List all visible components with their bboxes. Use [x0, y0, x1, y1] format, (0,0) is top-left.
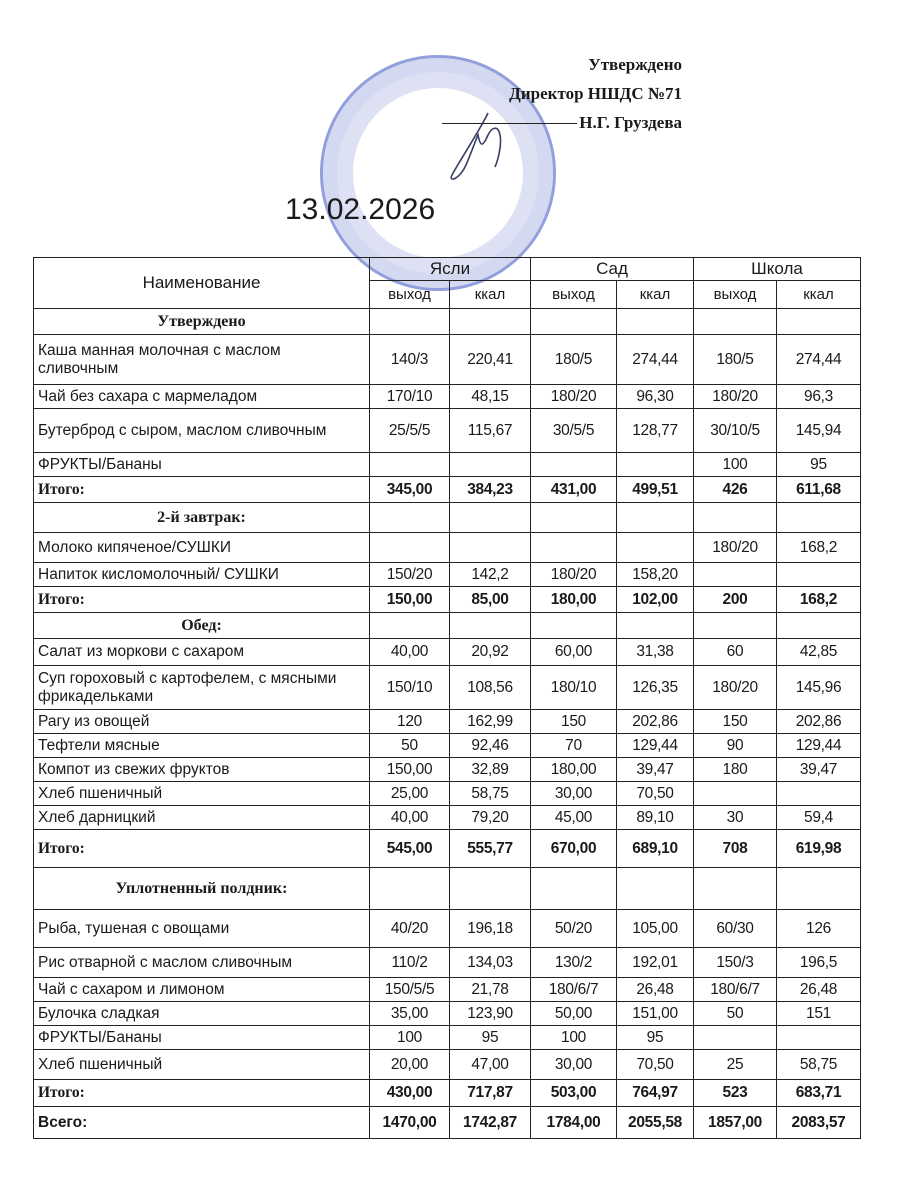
kcal-cell: 145,94 [777, 409, 861, 453]
menu-table [33, 257, 861, 1139]
kcal-cell: 26,48 [617, 978, 694, 1002]
yield-cell [694, 613, 777, 639]
approval-title: Утверждено [588, 55, 682, 74]
kcal-cell: 151,00 [617, 1002, 694, 1026]
table-row [34, 734, 861, 758]
yield-cell: 25 [694, 1050, 777, 1080]
yield-cell: 545,00 [370, 830, 450, 868]
kcal-cell: 220,41 [450, 335, 531, 385]
dish-name: Рыба, тушеная с овощами [34, 910, 370, 948]
yield-cell: 180/20 [694, 666, 777, 710]
yield-cell [694, 782, 777, 806]
kcal-cell [450, 613, 531, 639]
dish-name: Итого: [34, 477, 370, 503]
yield-cell: 150 [531, 710, 617, 734]
kcal-cell: 145,96 [777, 666, 861, 710]
yield-cell [370, 453, 450, 477]
approval-position: Директор НШДС №71 [509, 84, 682, 103]
header-sub-kcal: ккал [450, 281, 531, 309]
yield-cell: 180,00 [531, 587, 617, 613]
header-group-kindergarten: Сад [531, 258, 694, 281]
section-row [34, 503, 861, 533]
kcal-cell [777, 868, 861, 910]
kcal-cell: 70,50 [617, 782, 694, 806]
yield-cell: 50 [370, 734, 450, 758]
yield-cell: 110/2 [370, 948, 450, 978]
yield-cell [531, 453, 617, 477]
header-sub-yield: выход [694, 281, 777, 309]
yield-cell: 70 [531, 734, 617, 758]
yield-cell: 180 [694, 758, 777, 782]
table-row [34, 758, 861, 782]
yield-cell [531, 613, 617, 639]
yield-cell: 40,00 [370, 639, 450, 666]
kcal-cell: 58,75 [450, 782, 531, 806]
kcal-cell: 129,44 [777, 734, 861, 758]
yield-cell [694, 309, 777, 335]
kcal-cell: 21,78 [450, 978, 531, 1002]
dish-name: Суп гороховый с картофелем, с мясными фрикадельками [34, 666, 370, 710]
table-row [34, 666, 861, 710]
kcal-cell: 196,5 [777, 948, 861, 978]
kcal-cell: 42,85 [777, 639, 861, 666]
approval-signatory [442, 108, 682, 137]
yield-cell: 150,00 [370, 758, 450, 782]
yield-cell: 708 [694, 830, 777, 868]
dish-name: Чай без сахара с мармеладом [34, 385, 370, 409]
kcal-cell: 96,30 [617, 385, 694, 409]
yield-cell: 20,00 [370, 1050, 450, 1080]
yield-cell [531, 533, 617, 563]
dish-name: Хлеб дарницкий [34, 806, 370, 830]
dish-name: Хлеб пшеничный [34, 1050, 370, 1080]
yield-cell: 180/6/7 [694, 978, 777, 1002]
kcal-cell [777, 613, 861, 639]
yield-cell: 60,00 [531, 639, 617, 666]
yield-cell: 180/20 [694, 533, 777, 563]
kcal-cell [450, 309, 531, 335]
table-row [34, 1026, 861, 1050]
kcal-cell: 499,51 [617, 477, 694, 503]
yield-cell: 150 [694, 710, 777, 734]
yield-cell: 1857,00 [694, 1107, 777, 1139]
kcal-cell: 168,2 [777, 533, 861, 563]
subtotal-row [34, 587, 861, 613]
kcal-cell: 70,50 [617, 1050, 694, 1080]
subtotal-row [34, 477, 861, 503]
yield-cell: 1784,00 [531, 1107, 617, 1139]
header-group-school: Школа [694, 258, 861, 281]
yield-cell [370, 868, 450, 910]
yield-cell [531, 503, 617, 533]
dish-name: Рагу из овощей [34, 710, 370, 734]
yield-cell: 30,00 [531, 1050, 617, 1080]
yield-cell: 1470,00 [370, 1107, 450, 1139]
yield-cell: 150/3 [694, 948, 777, 978]
section-title: 2-й завтрак: [34, 503, 370, 533]
header-name: Наименование [34, 258, 370, 309]
kcal-cell: 126,35 [617, 666, 694, 710]
kcal-cell: 95 [450, 1026, 531, 1050]
yield-cell: 40/20 [370, 910, 450, 948]
kcal-cell: 48,15 [450, 385, 531, 409]
yield-cell: 25,00 [370, 782, 450, 806]
kcal-cell: 168,2 [777, 587, 861, 613]
approval-block [442, 50, 682, 137]
kcal-cell: 96,3 [777, 385, 861, 409]
kcal-cell: 95 [617, 1026, 694, 1050]
kcal-cell [617, 533, 694, 563]
kcal-cell: 85,00 [450, 587, 531, 613]
yield-cell: 670,00 [531, 830, 617, 868]
section-title: Уплотненный полдник: [34, 868, 370, 910]
section-row [34, 868, 861, 910]
yield-cell: 50/20 [531, 910, 617, 948]
kcal-cell [617, 613, 694, 639]
kcal-cell: 89,10 [617, 806, 694, 830]
table-row [34, 385, 861, 409]
kcal-cell: 39,47 [617, 758, 694, 782]
kcal-cell: 126 [777, 910, 861, 948]
yield-cell: 180/20 [694, 385, 777, 409]
table-row [34, 948, 861, 978]
kcal-cell [450, 503, 531, 533]
yield-cell: 170/10 [370, 385, 450, 409]
grand-total-row [34, 1107, 861, 1139]
table-row [34, 639, 861, 666]
table-row [34, 533, 861, 563]
kcal-cell: 162,99 [450, 710, 531, 734]
kcal-cell [617, 453, 694, 477]
kcal-cell: 59,4 [777, 806, 861, 830]
signature-line [442, 123, 577, 124]
kcal-cell [617, 503, 694, 533]
kcal-cell [777, 503, 861, 533]
table-row [34, 782, 861, 806]
subtotal-row [34, 830, 861, 868]
kcal-cell: 689,10 [617, 830, 694, 868]
kcal-cell: 555,77 [450, 830, 531, 868]
yield-cell: 180/5 [694, 335, 777, 385]
yield-cell [694, 1026, 777, 1050]
kcal-cell [777, 563, 861, 587]
kcal-cell [450, 453, 531, 477]
dish-name: Компот из свежих фруктов [34, 758, 370, 782]
kcal-cell: 129,44 [617, 734, 694, 758]
yield-cell: 100 [694, 453, 777, 477]
section-title: Обед: [34, 613, 370, 639]
kcal-cell [450, 868, 531, 910]
kcal-cell: 47,00 [450, 1050, 531, 1080]
kcal-cell: 32,89 [450, 758, 531, 782]
yield-cell [370, 533, 450, 563]
dish-name: Итого: [34, 1080, 370, 1107]
yield-cell [531, 309, 617, 335]
signatory-name: Н.Г. Груздева [579, 113, 682, 132]
dish-name: Хлеб пшеничный [34, 782, 370, 806]
yield-cell: 30/5/5 [531, 409, 617, 453]
table-row [34, 910, 861, 948]
kcal-cell: 39,47 [777, 758, 861, 782]
yield-cell: 25/5/5 [370, 409, 450, 453]
kcal-cell: 58,75 [777, 1050, 861, 1080]
menu-date: 13.02.2026 [285, 193, 436, 226]
section-row [34, 613, 861, 639]
header-group-nursery: Ясли [370, 258, 531, 281]
table-row [34, 453, 861, 477]
yield-cell: 30,00 [531, 782, 617, 806]
yield-cell: 60/30 [694, 910, 777, 948]
dish-name: Салат из моркови с сахаром [34, 639, 370, 666]
yield-cell: 100 [531, 1026, 617, 1050]
kcal-cell: 384,23 [450, 477, 531, 503]
dish-name: Итого: [34, 587, 370, 613]
kcal-cell: 192,01 [617, 948, 694, 978]
kcal-cell: 123,90 [450, 1002, 531, 1026]
kcal-cell [617, 309, 694, 335]
kcal-cell: 151 [777, 1002, 861, 1026]
dish-name: ФРУКТЫ/Бананы [34, 453, 370, 477]
yield-cell: 30/10/5 [694, 409, 777, 453]
subtotal-row [34, 1080, 861, 1107]
yield-cell: 150/20 [370, 563, 450, 587]
dish-name: Напиток кисломолочный/ СУШКИ [34, 563, 370, 587]
header-sub-kcal: ккал [617, 281, 694, 309]
yield-cell [531, 868, 617, 910]
yield-cell: 35,00 [370, 1002, 450, 1026]
kcal-cell: 105,00 [617, 910, 694, 948]
kcal-cell: 611,68 [777, 477, 861, 503]
table-row [34, 1050, 861, 1080]
yield-cell [694, 563, 777, 587]
section-title: Утверждено [34, 309, 370, 335]
kcal-cell: 95 [777, 453, 861, 477]
header-sub-yield: выход [531, 281, 617, 309]
yield-cell [370, 613, 450, 639]
yield-cell: 430,00 [370, 1080, 450, 1107]
yield-cell [694, 868, 777, 910]
yield-cell: 150/10 [370, 666, 450, 710]
yield-cell: 40,00 [370, 806, 450, 830]
yield-cell: 150,00 [370, 587, 450, 613]
kcal-cell [777, 309, 861, 335]
kcal-cell: 274,44 [617, 335, 694, 385]
dish-name: Молоко кипяченое/СУШКИ [34, 533, 370, 563]
yield-cell: 140/3 [370, 335, 450, 385]
yield-cell: 180/20 [531, 385, 617, 409]
table-row [34, 409, 861, 453]
yield-cell: 30 [694, 806, 777, 830]
dish-name: ФРУКТЫ/Бананы [34, 1026, 370, 1050]
table-row [34, 806, 861, 830]
yield-cell: 426 [694, 477, 777, 503]
yield-cell: 90 [694, 734, 777, 758]
header-sub-yield: выход [370, 281, 450, 309]
kcal-cell: 717,87 [450, 1080, 531, 1107]
header-row-groups [34, 258, 861, 281]
table-row [34, 978, 861, 1002]
dish-name: Булочка сладкая [34, 1002, 370, 1026]
kcal-cell: 619,98 [777, 830, 861, 868]
yield-cell: 50,00 [531, 1002, 617, 1026]
yield-cell: 50 [694, 1002, 777, 1026]
kcal-cell: 196,18 [450, 910, 531, 948]
kcal-cell [777, 782, 861, 806]
yield-cell: 45,00 [531, 806, 617, 830]
table-row [34, 1002, 861, 1026]
dish-name: Всего: [34, 1107, 370, 1139]
yield-cell: 180/6/7 [531, 978, 617, 1002]
dish-name: Каша манная молочная с маслом сливочным [34, 335, 370, 385]
kcal-cell: 764,97 [617, 1080, 694, 1107]
dish-name: Рис отварной с маслом сливочным [34, 948, 370, 978]
kcal-cell: 158,20 [617, 563, 694, 587]
yield-cell: 180/20 [531, 563, 617, 587]
yield-cell: 503,00 [531, 1080, 617, 1107]
yield-cell: 130/2 [531, 948, 617, 978]
kcal-cell: 128,77 [617, 409, 694, 453]
yield-cell: 150/5/5 [370, 978, 450, 1002]
kcal-cell [450, 533, 531, 563]
kcal-cell: 202,86 [777, 710, 861, 734]
yield-cell: 431,00 [531, 477, 617, 503]
yield-cell [370, 309, 450, 335]
header-sub-kcal: ккал [777, 281, 861, 309]
kcal-cell: 274,44 [777, 335, 861, 385]
kcal-cell: 92,46 [450, 734, 531, 758]
dish-name: Бутерброд с сыром, маслом сливочным [34, 409, 370, 453]
kcal-cell: 2083,57 [777, 1107, 861, 1139]
yield-cell: 60 [694, 639, 777, 666]
table-row [34, 335, 861, 385]
table-row [34, 710, 861, 734]
yield-cell: 200 [694, 587, 777, 613]
kcal-cell: 102,00 [617, 587, 694, 613]
yield-cell [694, 503, 777, 533]
dish-name: Итого: [34, 830, 370, 868]
kcal-cell: 79,20 [450, 806, 531, 830]
dish-name: Тефтели мясные [34, 734, 370, 758]
kcal-cell: 26,48 [777, 978, 861, 1002]
section-row [34, 309, 861, 335]
kcal-cell: 20,92 [450, 639, 531, 666]
kcal-cell: 31,38 [617, 639, 694, 666]
kcal-cell: 134,03 [450, 948, 531, 978]
dish-name: Чай с сахаром и лимоном [34, 978, 370, 1002]
menu-body [34, 309, 861, 1139]
kcal-cell: 108,56 [450, 666, 531, 710]
yield-cell: 180,00 [531, 758, 617, 782]
yield-cell: 345,00 [370, 477, 450, 503]
kcal-cell: 115,67 [450, 409, 531, 453]
kcal-cell [777, 1026, 861, 1050]
table-row [34, 563, 861, 587]
yield-cell [370, 503, 450, 533]
yield-cell: 523 [694, 1080, 777, 1107]
yield-cell: 180/5 [531, 335, 617, 385]
kcal-cell: 683,71 [777, 1080, 861, 1107]
kcal-cell [617, 868, 694, 910]
yield-cell: 120 [370, 710, 450, 734]
kcal-cell: 202,86 [617, 710, 694, 734]
kcal-cell: 142,2 [450, 563, 531, 587]
kcal-cell: 1742,87 [450, 1107, 531, 1139]
yield-cell: 100 [370, 1026, 450, 1050]
yield-cell: 180/10 [531, 666, 617, 710]
kcal-cell: 2055,58 [617, 1107, 694, 1139]
